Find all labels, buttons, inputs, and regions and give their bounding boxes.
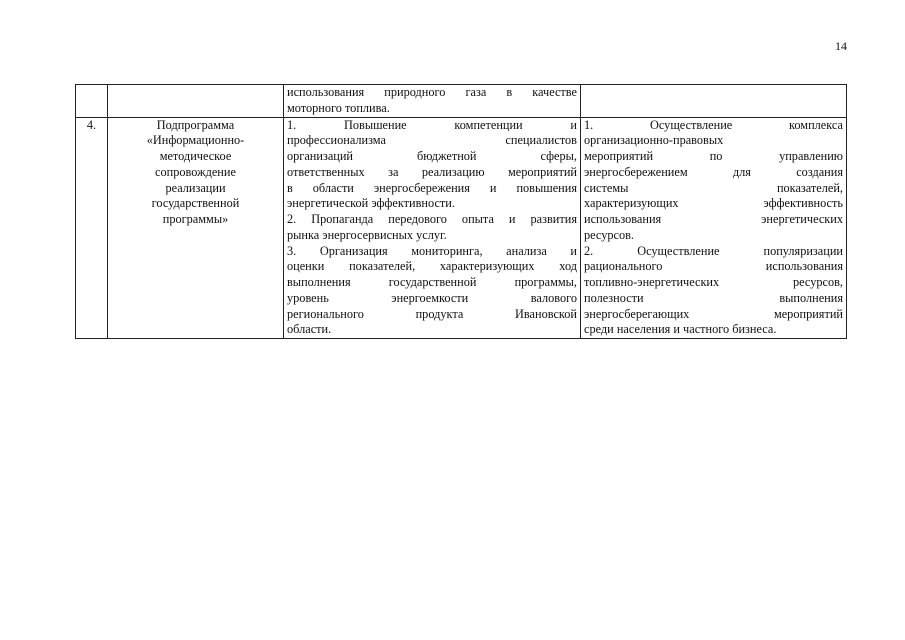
subprogram-name-line: государственной	[151, 196, 240, 211]
task-line: организаций бюджетной сферы,	[287, 149, 577, 163]
subprogram-name-line: «Информационно-	[146, 133, 245, 148]
task-line: использования природного газа в качестве	[287, 85, 577, 99]
table-row	[76, 117, 847, 339]
task-line: рынка энергосервисных услуг.	[287, 227, 447, 242]
goal-line: системы показателей,	[584, 180, 843, 195]
goals-cell	[581, 117, 847, 339]
task-line: моторного топлива.	[287, 100, 390, 115]
task-line: в области энергосбережения и повышения	[287, 180, 577, 195]
goal-line: энергосберегающих мероприятий	[584, 306, 843, 321]
goal-line: полезности выполнения	[584, 290, 843, 305]
goal-line: ресурсов.	[584, 227, 634, 242]
subprogram-name-line: сопровождение	[155, 164, 236, 179]
subprogram-name-line: методическое	[159, 149, 232, 163]
task-line: регионального продукта Ивановской	[287, 306, 577, 321]
goal-line: мероприятий по управлению	[584, 149, 843, 163]
subprogram-name-line: программы»	[162, 212, 229, 226]
subprogram-name-cell	[108, 85, 284, 118]
row-number-cell: 4.	[76, 117, 108, 339]
task-line: 3. Организация мониторинга, анализа и	[287, 243, 577, 258]
goal-line: характеризующих эффективность	[584, 196, 843, 211]
row-number-cell	[76, 85, 108, 118]
subprogram-name-cell	[108, 117, 284, 339]
subprogram-name-line: Подпрограмма	[156, 117, 235, 132]
goal-line: энергосбережением для создания	[584, 164, 843, 179]
goals-cell	[581, 85, 847, 118]
task-line: профессионализма специалистов	[287, 133, 577, 148]
goal-line: 1. Осуществление комплекса	[584, 117, 843, 132]
goal-line: топливно-энергетических ресурсов,	[584, 275, 843, 289]
goal-line: рационального использования	[584, 259, 843, 274]
tasks-cell	[284, 117, 581, 339]
goal-line: использования энергетических	[584, 212, 843, 226]
table-row	[76, 85, 847, 118]
subprogram-name-line: реализации	[165, 180, 226, 195]
goal-line: организационно-правовых	[584, 133, 724, 148]
goal-line: 2. Осуществление популяризации	[584, 243, 843, 258]
task-line: области.	[287, 322, 332, 337]
program-table	[75, 84, 847, 339]
task-line: энергетической эффективности.	[287, 196, 455, 211]
task-line: 1. Повышение компетенции и	[287, 117, 577, 132]
task-line: 2. Пропаганда передового опыта и развития	[287, 212, 577, 226]
task-line: уровень энергоемкости валового	[287, 290, 577, 305]
task-line: ответственных за реализацию мероприятий	[287, 164, 577, 179]
goal-line: среди населения и частного бизнеса.	[584, 322, 777, 337]
table-body	[76, 85, 847, 339]
task-line: оценки показателей, характеризующих ход	[287, 259, 577, 274]
page-number: 14	[835, 39, 847, 53]
task-line: выполнения государственной программы,	[287, 275, 577, 289]
tasks-cell	[284, 85, 581, 118]
